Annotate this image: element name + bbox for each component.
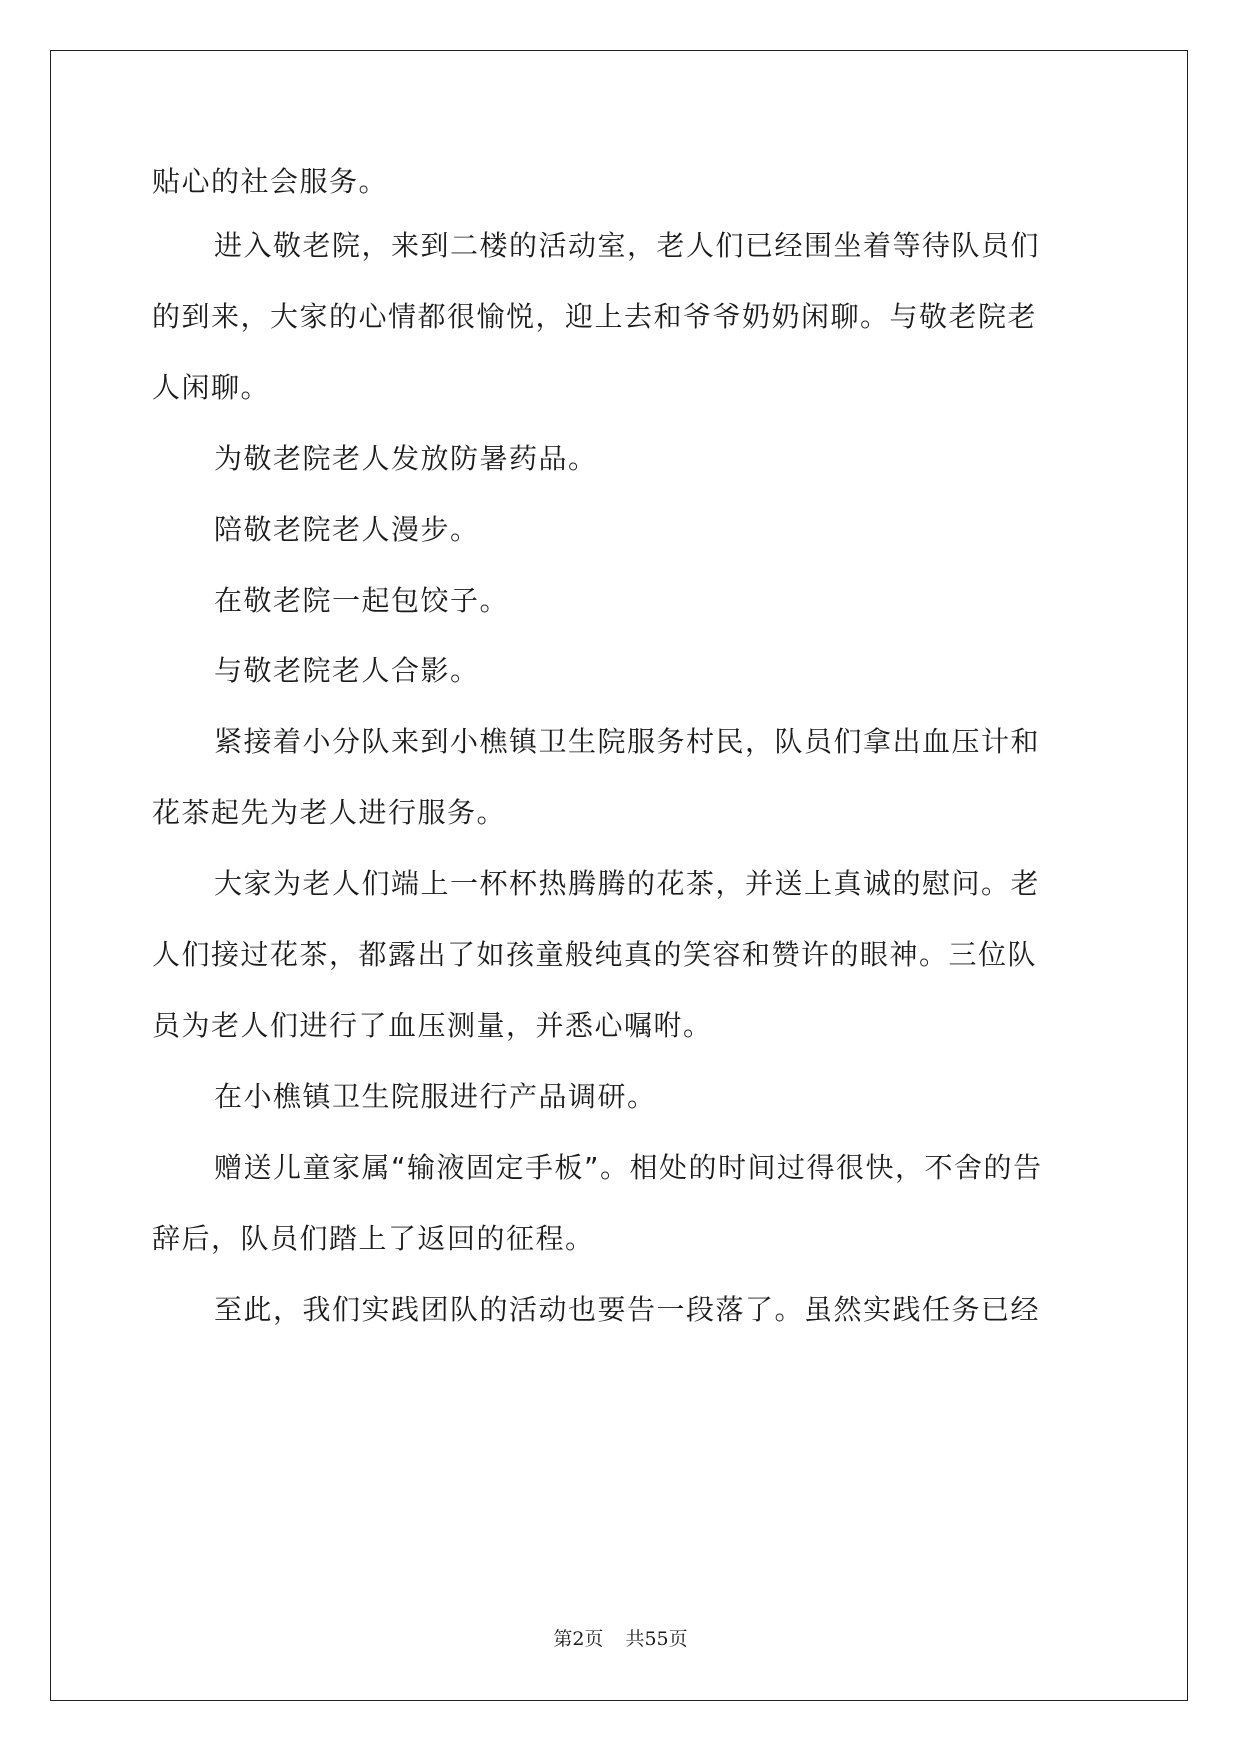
text-line: 员为老人们进行了血压测量，并悉心嘱咐。: [152, 1009, 713, 1042]
text-line: 贴心的社会服务。: [152, 165, 389, 198]
text-line: 与敬老院老人合影。: [214, 654, 480, 687]
text-line: 陪敬老院老人漫步。: [214, 513, 480, 546]
page-number: 第2页: [553, 1628, 604, 1650]
text-line: 紧接着小分队来到小樵镇卫生院服务村民，队员们拿出血压计和: [214, 725, 1041, 758]
text-line: 在敬老院一起包饺子。: [214, 584, 510, 617]
text-line: 辞后，队员们踏上了返回的征程。: [152, 1222, 595, 1255]
text-line: 人闲聊。: [152, 371, 271, 404]
text-line: 进入敬老院，来到二楼的活动室，老人们已经围坐着等待队员们: [214, 229, 1041, 262]
text-line: 至此，我们实践团队的活动也要告一段落了。虽然实践任务已经: [214, 1293, 1041, 1326]
text-line: 为敬老院老人发放防暑药品。: [214, 442, 598, 475]
text-line: 的到来，大家的心情都很愉悦，迎上去和爷爷奶奶闲聊。与敬老院老: [152, 300, 1038, 333]
text-line: 赠送儿童家属“输液固定手板”。相处的时间过得很快，不舍的告: [214, 1151, 1043, 1184]
text-line: 人们接过花茶，都露出了如孩童般纯真的笑容和赞许的眼神。三位队: [152, 938, 1038, 971]
page-total: 共55页: [625, 1628, 688, 1650]
text-line: 大家为老人们端上一杯杯热腾腾的花茶，并送上真诚的慰问。老: [214, 867, 1041, 900]
text-line: 在小樵镇卫生院服进行产品调研。: [214, 1080, 657, 1113]
text-line: 花茶起先为老人进行服务。: [152, 796, 507, 829]
page-footer: [0, 1626, 1241, 1652]
